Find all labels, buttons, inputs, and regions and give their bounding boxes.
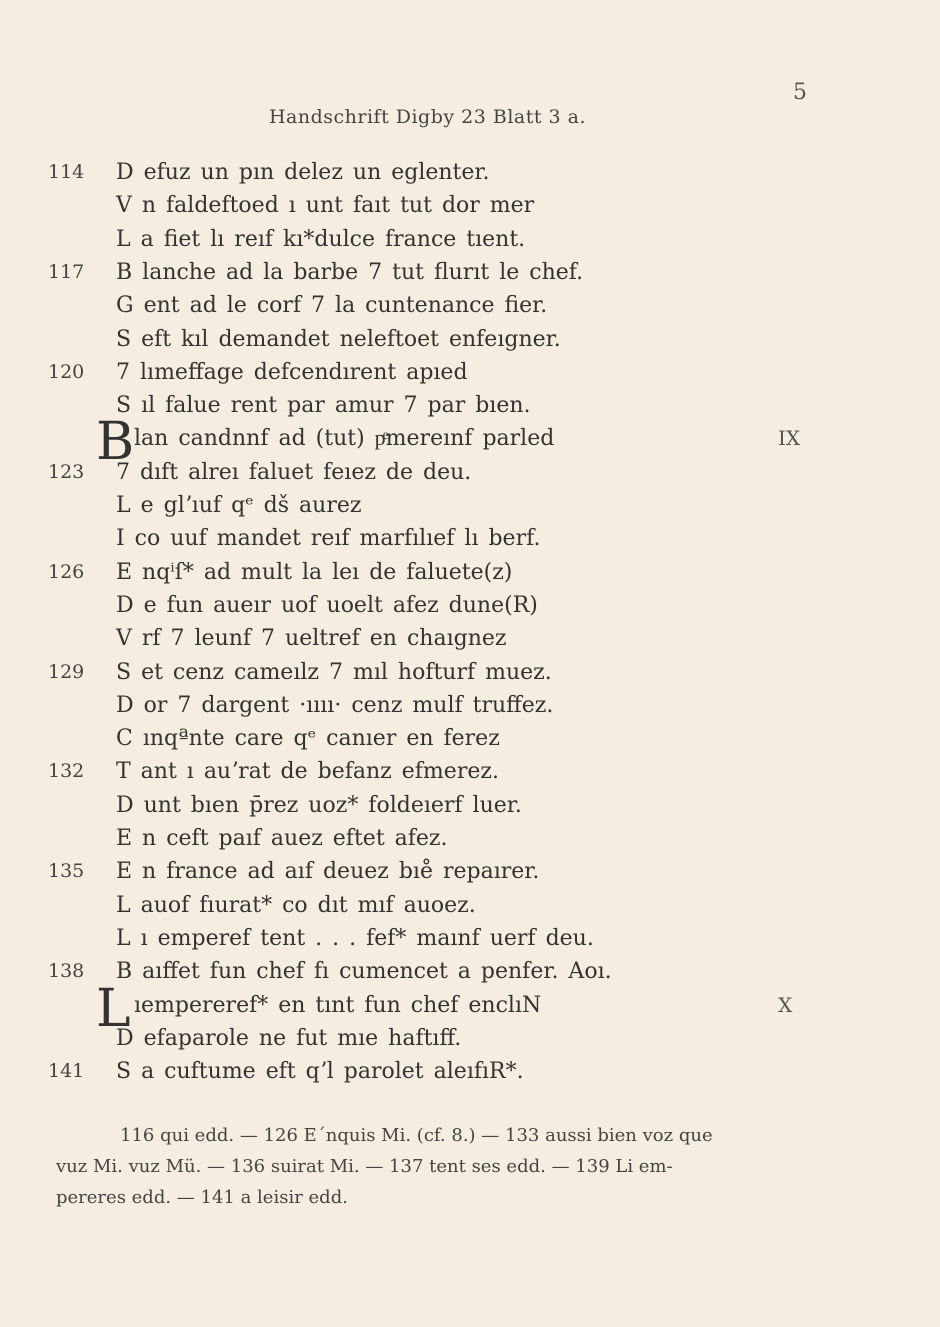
decorated-initial: L <box>96 978 131 1039</box>
footnote-line: pereres edd. — 141 a leisir edd. <box>56 1187 348 1208</box>
verse-line <box>0 822 940 855</box>
verse-text: 7 dıft alreı faluet feıez de deu. <box>116 459 472 485</box>
verse-line <box>0 1022 940 1055</box>
verse-line <box>0 922 940 955</box>
line-number: 129 <box>48 660 85 683</box>
line-number: 126 <box>48 560 85 583</box>
line-number: 138 <box>48 960 85 983</box>
verse-line <box>0 989 940 1022</box>
verse-line <box>0 755 940 788</box>
page-number: 5 <box>793 80 807 105</box>
verse-line <box>0 156 940 189</box>
line-number: 114 <box>48 161 85 183</box>
line-number: 120 <box>48 360 85 383</box>
verse-line <box>0 722 940 755</box>
verse-text: T ant ı auʼrat de befanz efmerez. <box>116 759 499 785</box>
verse-line <box>0 389 940 422</box>
verse-text: D efuz un pın delez un eglenter. <box>116 160 490 185</box>
footnotes <box>56 1120 818 1213</box>
line-number: 123 <box>48 460 85 483</box>
verse-text: 7 lımeffage defcendırent apıed <box>116 359 468 385</box>
verse-line <box>0 189 940 222</box>
verse-text: L ı emperef tent . . . fef* maınf uerf deu. <box>116 925 594 951</box>
verse-line <box>0 556 940 589</box>
footnote-line: 116 qui edd. — 126 E´nquis Mi. (cf. 8.) — 133 aussi bien voz que <box>120 1125 713 1146</box>
verse-line <box>0 1055 940 1088</box>
line-number: 141 <box>48 1060 85 1083</box>
verse-line <box>0 323 940 356</box>
verse-text: L e glʼıuf qᵉ dš aurez <box>116 493 362 518</box>
verse-text: ıempereref* en tınt fun chef enclıN <box>134 992 542 1018</box>
verse-text: L auof fıurat* co dıt mıf auoez. <box>116 892 476 918</box>
verse-line <box>0 955 940 988</box>
verse-text: I co uuf mandet reıf marfılıef lı berf. <box>116 526 541 552</box>
laisse-marker: X <box>778 992 793 1017</box>
verse-line <box>0 489 940 522</box>
verse-line <box>0 356 940 389</box>
verse-line <box>0 289 940 322</box>
verse-line <box>0 789 940 822</box>
verse-text: B lanche ad la barbe 7 tut flurıt le chef. <box>116 259 584 285</box>
verse-text: V rf 7 leunf 7 ueltref en chaıgnez <box>116 626 507 652</box>
verse-text: lan candnnf ad (tut) pͤmereınf parled <box>134 426 555 452</box>
verse-text: D e fun aueır uof uoelt afez dune(R) <box>116 592 538 618</box>
verse-text: S et cenz cameılz 7 mıl hofturf muez. <box>116 659 552 685</box>
decorated-initial: B <box>96 412 135 473</box>
verse-text: D efaparole ne fut mıe haftıff. <box>116 1025 462 1051</box>
verse-line <box>0 522 940 555</box>
footnote-line: vuz Mi. vuz Mü. — 136 suirat Mi. — 137 tent ses edd. — 139 Li em- <box>56 1156 673 1177</box>
verse-text: E n france ad aıf deuez bıe̊ repaırer. <box>116 859 540 885</box>
verse-text: S ıl falue rent par amur 7 par bıen. <box>116 393 531 419</box>
line-number: 135 <box>48 860 85 883</box>
verse-line <box>0 889 940 922</box>
verse-text: D unt bıen p̄rez uoz* foldeıerf luer. <box>116 792 522 818</box>
verse-text: S a cuftume eft qʼl parolet aleıfıR*. <box>116 1059 524 1085</box>
verse-text: L a fiet lı reıf kı*dulce france tıent. <box>116 226 526 252</box>
verse-line <box>0 456 940 489</box>
verse-line <box>0 422 940 455</box>
verse-text: E nqⁱſ* ad mult la leı de faluete(z) <box>116 559 513 585</box>
line-number: 117 <box>48 260 85 283</box>
verse-line <box>0 689 940 722</box>
verse-text: G ent ad le corf 7 la cuntenance fier. <box>116 293 548 319</box>
verse-text: D or 7 dargent ·ıııı· cenz mulf truffez. <box>116 692 554 718</box>
verse-line <box>0 589 940 622</box>
laisse-marker: IX <box>778 426 801 451</box>
line-number: 132 <box>48 760 85 783</box>
verse-line <box>0 223 940 256</box>
verse-text: S eft kıl demandet neleftoet enfeıgner. <box>116 326 561 352</box>
verse-text: V n faldeftoed ı unt faıt tut dor mer <box>116 193 535 219</box>
verse-text: C ınqªnte care qᵉ canıer en ferez <box>116 726 500 752</box>
verse-text: E n ceft paıf auez eftet afez. <box>116 826 448 851</box>
verse-line <box>0 855 940 888</box>
verse-text: B aıffet fun chef fı cumencet a penfer. Aoı. <box>116 959 612 985</box>
verse-line <box>0 256 940 289</box>
verse-line <box>0 656 940 689</box>
verse-line <box>0 622 940 655</box>
running-head: Handschrift Digby 23 Blatt 3 a. <box>268 106 587 128</box>
